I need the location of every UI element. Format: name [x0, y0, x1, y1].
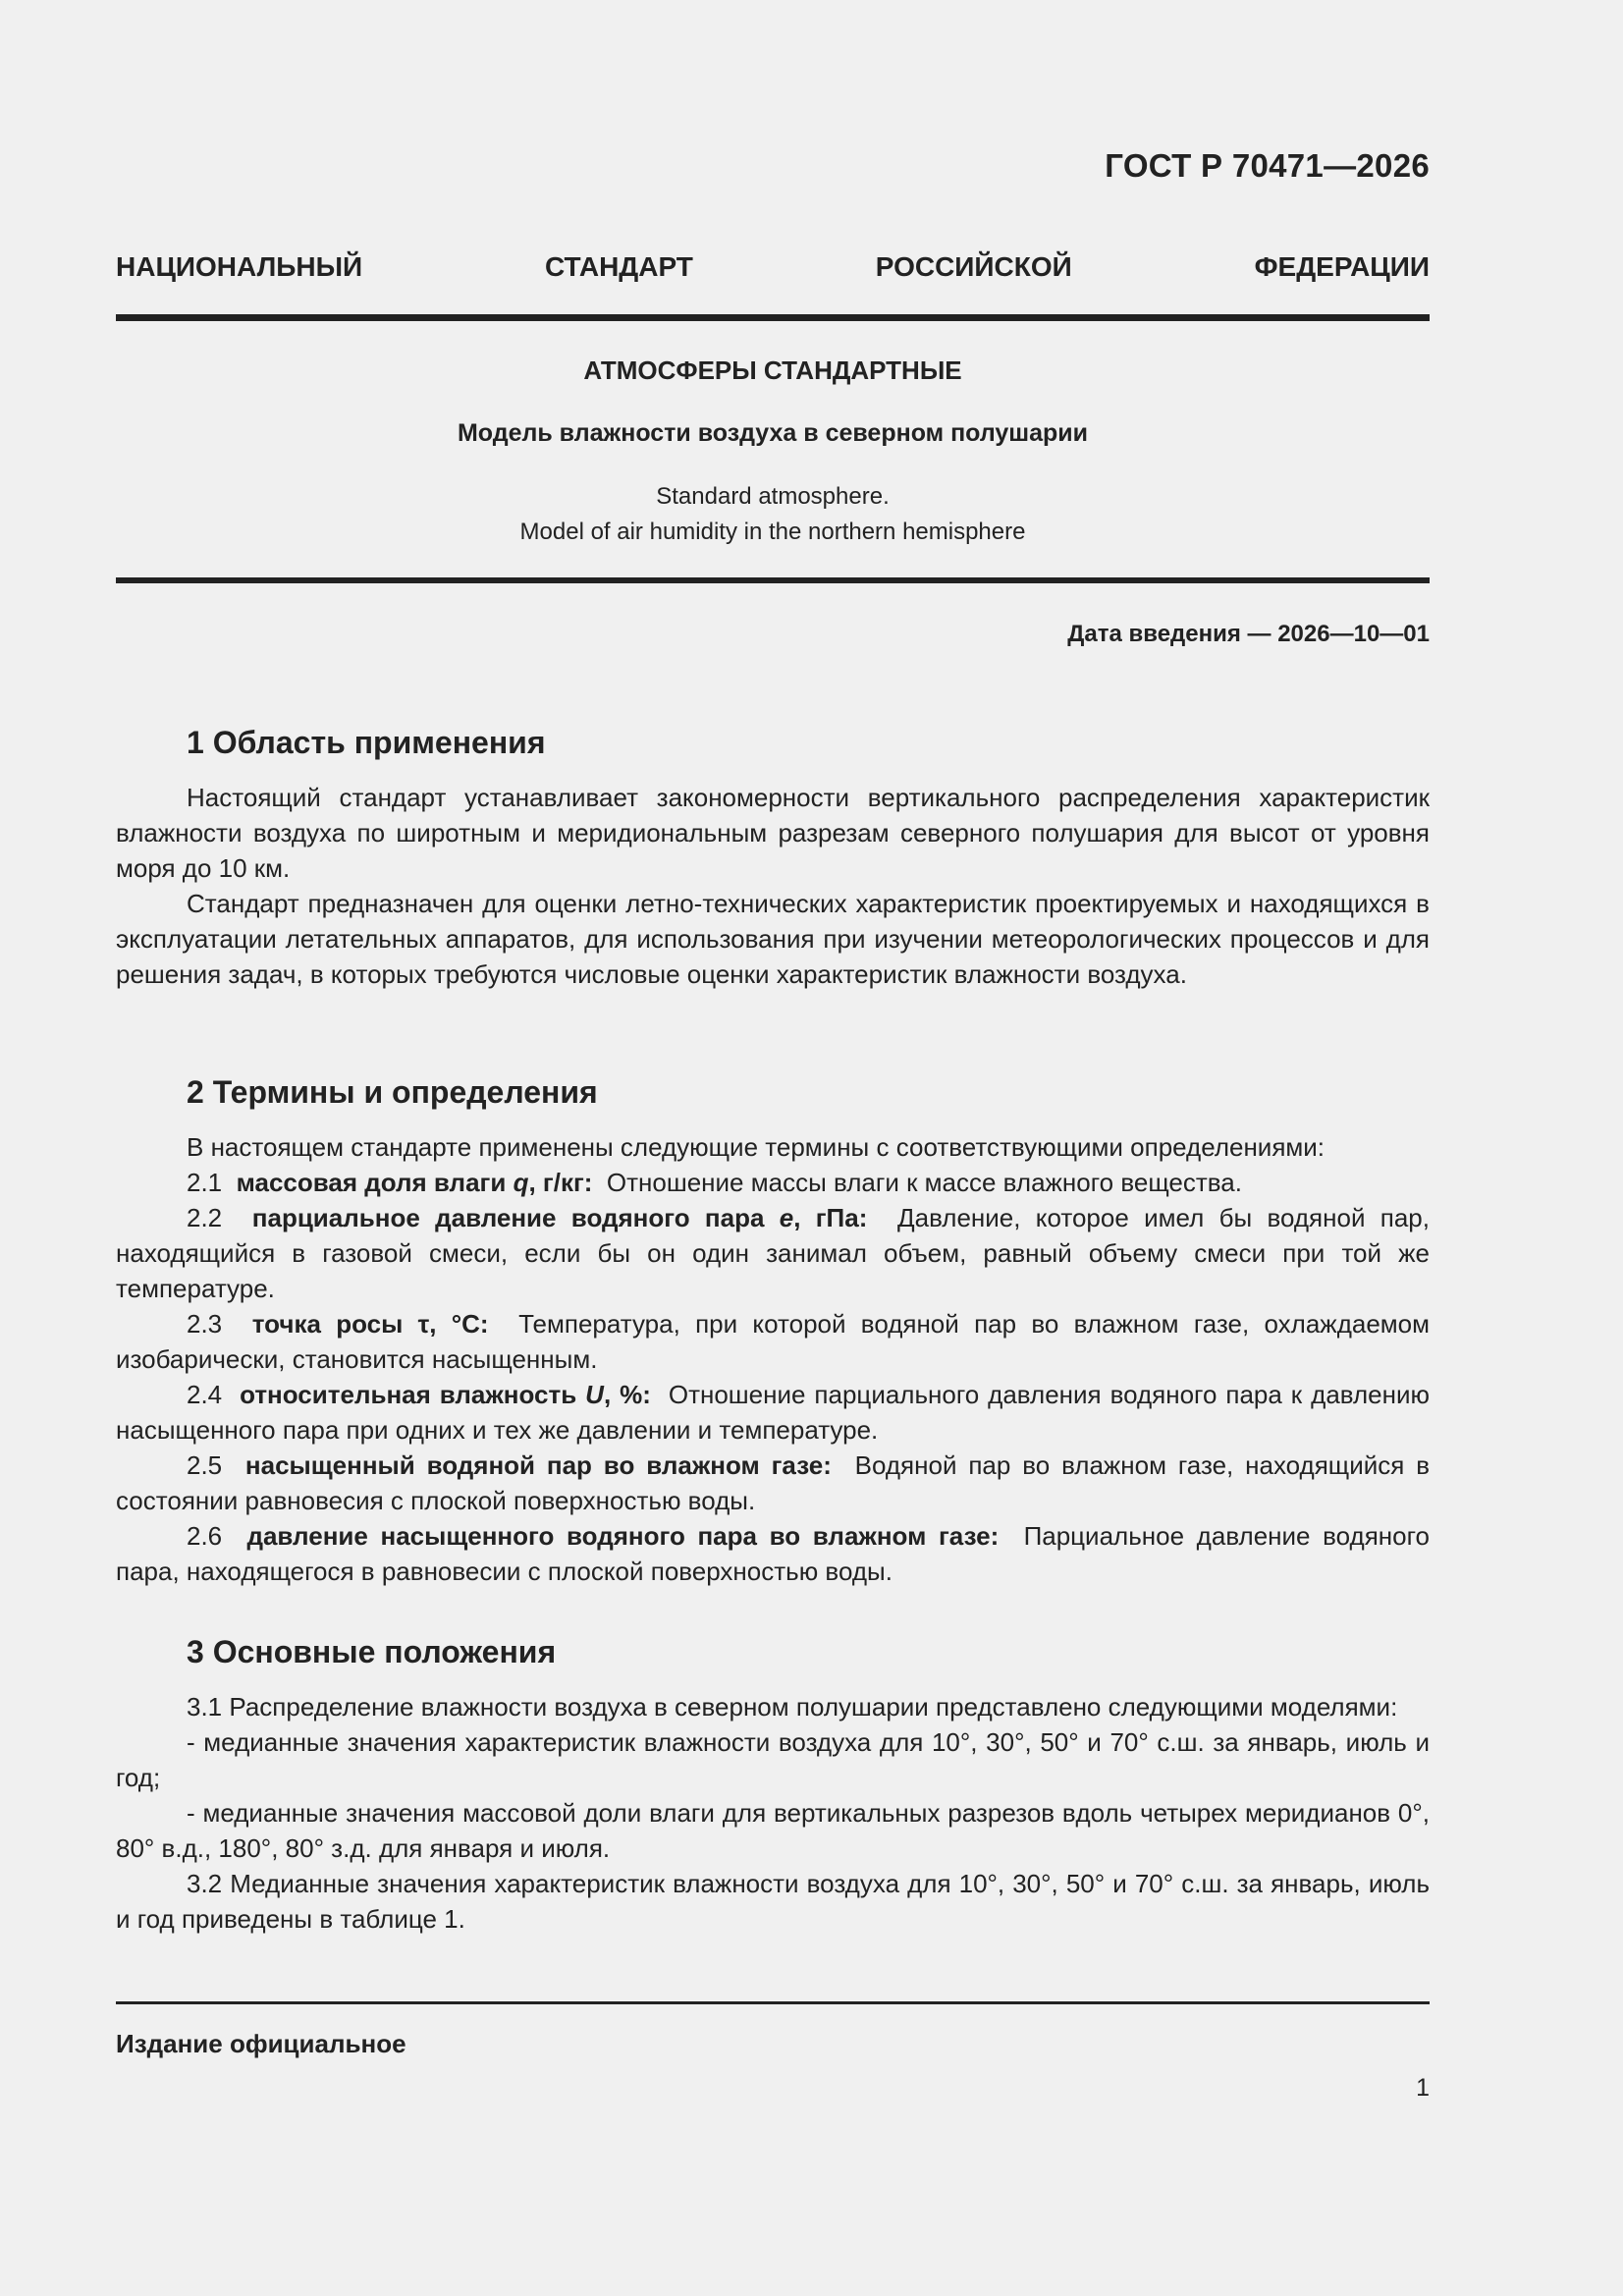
english-title-line1: Standard atmosphere.: [656, 483, 890, 510]
section-3-paragraph-1: 3.1 Распределение влажности воздуха в северном полушарии представлено следующими моделями:: [187, 1692, 1398, 1722]
term-item: [116, 1200, 1430, 1306]
section-3-heading: 3 Основные положения: [187, 1634, 557, 1669]
term-number: 2.4: [187, 1380, 223, 1409]
term-number: 2.5: [187, 1450, 223, 1480]
list-item: - медианные значения характеристик влажности воздуха для 10°, 30°, 50° и 70° с.ш. за январь, июль и год;: [116, 1727, 1430, 1792]
term-number: 2.2: [187, 1203, 223, 1232]
list-item: - медианные значения массовой доли влаги для вертикальных разрезов вдоль четырех меридианов 0°, 80° в.д., 180°, 80° з.д. для января и июля.: [116, 1798, 1430, 1863]
term-symbol: τ: [417, 1309, 430, 1339]
page-number: 1: [1416, 2074, 1430, 2102]
term-number: 2.6: [187, 1521, 223, 1551]
document-code: ГОСТ Р 70471—2026: [1105, 147, 1430, 184]
term-item: [116, 1448, 1430, 1518]
english-title: [116, 479, 1430, 550]
term-name: парциальное давление водяного пара e, гПа:: [251, 1203, 868, 1232]
section-3-paragraph-2: 3.2 Медианные значения характеристик влажности воздуха для 10°, 30°, 50° и 70° с.ш. за январь, июль и год приведены в таблице 1.: [116, 1869, 1430, 1934]
section-2-intro: В настоящем стандарте применены следующие термины с соответствующими определениями:: [187, 1132, 1325, 1162]
official-edition-label: Издание официальное: [116, 2029, 406, 2058]
national-standard-header: НАЦИОНАЛЬНЫЙ СТАНДАРТ РОССИЙСКОЙ ФЕДЕРАЦИИ: [116, 251, 1430, 282]
term-name: насыщенный водяной пар во влажном газе:: [244, 1450, 832, 1480]
section-2-heading: 2 Термины и определения: [187, 1074, 598, 1110]
section-1-heading: 1 Область применения: [187, 725, 546, 760]
term-item: [116, 1165, 1430, 1200]
term-item: [116, 1518, 1430, 1589]
term-symbol: e: [779, 1203, 794, 1232]
section-2: [116, 1074, 1430, 1589]
term-name: давление насыщенного водяного пара во влажном газе:: [246, 1521, 1000, 1551]
document-title: АТМОСФЕРЫ СТАНДАРТНЫЕ: [583, 355, 962, 385]
section-3: [116, 1634, 1430, 1937]
term-name: точка росы τ, °С:: [251, 1309, 489, 1339]
document-subtitle: Модель влажности воздуха в северном полушарии: [457, 419, 1089, 447]
term-number: 2.1: [187, 1168, 223, 1197]
section-1-paragraph-1: Настоящий стандарт устанавливает закономерности вертикального распределения характеристик влажности воздуха по широтным и меридиональным разрезам северного полушария для высот от уровня моря до 10 км.: [116, 783, 1430, 883]
term-definition: Водяной пар во влажном газе, находящийся в состоянии равновесия с плоской поверхностью воды.: [116, 1450, 1431, 1515]
term-definition: Отношение массы влаги к массе влажного вещества.: [606, 1168, 1242, 1197]
introduction-date: Дата введения — 2026—10—01: [1067, 621, 1430, 647]
section-1-paragraph-2: Стандарт предназначен для оценки летно-технических характеристик проектируемых и находящихся в эксплуатации летательных аппаратов, для использования при изучении метеорологических процессов и для решения задач, в которых требуются числовые оценки характеристик влажности воздуха.: [116, 889, 1430, 989]
term-symbol: U: [585, 1380, 604, 1409]
term-name: массовая доля влаги q, г/кг:: [236, 1168, 593, 1197]
title-divider: [116, 577, 1430, 583]
term-definition: Давление, которое имел бы водяной пар, находящийся в газовой смеси, если бы он один занимал объем, равный объему смеси при той же температуре.: [116, 1203, 1430, 1303]
term-definition: Отношение парциального давления водяного пара к давлению насыщенного пара при одних и тех же давлении и температуре.: [116, 1380, 1431, 1445]
term-item: [116, 1377, 1430, 1448]
term-definition: Температура, при которой водяной пар во влажном газе, охлаждаемом изобарически, становится насыщенным.: [116, 1309, 1431, 1374]
term-item: [116, 1306, 1430, 1377]
top-divider: [116, 314, 1430, 321]
term-name: относительная влажность U, %:: [240, 1380, 651, 1409]
section-1: [116, 725, 1430, 992]
english-title-line2: Model of air humidity in the northern hemisphere: [519, 519, 1026, 545]
term-number: 2.3: [187, 1309, 223, 1339]
term-definition: Парциальное давление водяного пара, находящегося в равновесии с плоской поверхностью воды.: [116, 1521, 1430, 1586]
term-symbol: q: [513, 1168, 529, 1197]
footer-divider: [116, 2001, 1430, 2004]
terms-list: [116, 1165, 1430, 1589]
